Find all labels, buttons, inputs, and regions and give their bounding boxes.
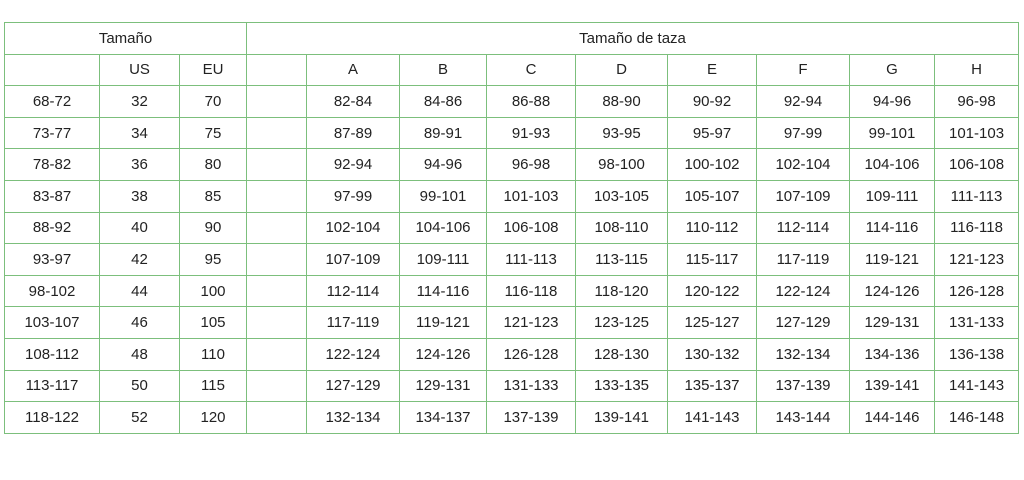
- table-row: [5, 338, 1019, 370]
- cup-range-cell: 104-106: [850, 149, 935, 181]
- spacer-cell: [247, 180, 307, 212]
- column-header-row: [5, 54, 1019, 86]
- cup-range-cell: 113-115: [576, 244, 668, 276]
- cup-range-cell: 139-141: [850, 370, 935, 402]
- cup-range-cell: 89-91: [400, 117, 487, 149]
- cup-range-cell: 94-96: [850, 86, 935, 118]
- spacer-column-header: [247, 54, 307, 86]
- cup-range-cell: 119-121: [850, 244, 935, 276]
- table-row: [5, 212, 1019, 244]
- us-size-cell: 34: [100, 117, 180, 149]
- cup-range-cell: 133-135: [576, 370, 668, 402]
- cup-range-cell: 126-128: [935, 275, 1019, 307]
- cup-range-cell: 132-134: [757, 338, 850, 370]
- cup-range-cell: 130-132: [668, 338, 757, 370]
- us-size-cell: 50: [100, 370, 180, 402]
- cup-range-cell: 122-124: [307, 338, 400, 370]
- cup-range-cell: 101-103: [487, 180, 576, 212]
- cup-range-cell: 143-144: [757, 402, 850, 434]
- cup-range-cell: 88-90: [576, 86, 668, 118]
- cup-range-cell: 95-97: [668, 117, 757, 149]
- cup-range-cell: 97-99: [757, 117, 850, 149]
- table-row: [5, 149, 1019, 181]
- cup-range-cell: 117-119: [307, 307, 400, 339]
- us-size-cell: 36: [100, 149, 180, 181]
- cup-group-header: Tamaño de taza: [247, 23, 1019, 55]
- cup-range-cell: 112-114: [307, 275, 400, 307]
- cup-range-cell: 111-113: [935, 180, 1019, 212]
- cup-range-cell: 96-98: [935, 86, 1019, 118]
- cup-range-cell: 104-106: [400, 212, 487, 244]
- cup-range-cell: 114-116: [850, 212, 935, 244]
- cup-range-cell: 97-99: [307, 180, 400, 212]
- band-cell: 78-82: [5, 149, 100, 181]
- table-row: [5, 402, 1019, 434]
- cup-range-cell: 99-101: [850, 117, 935, 149]
- cup-range-cell: 116-118: [935, 212, 1019, 244]
- cup-h-header: H: [935, 54, 1019, 86]
- table-row: [5, 275, 1019, 307]
- cup-range-cell: 119-121: [400, 307, 487, 339]
- spacer-cell: [247, 86, 307, 118]
- spacer-cell: [247, 244, 307, 276]
- cup-range-cell: 129-131: [400, 370, 487, 402]
- cup-f-header: F: [757, 54, 850, 86]
- table-row: [5, 370, 1019, 402]
- cup-range-cell: 106-108: [487, 212, 576, 244]
- cup-range-cell: 98-100: [576, 149, 668, 181]
- cup-e-header: E: [668, 54, 757, 86]
- cup-range-cell: 131-133: [935, 307, 1019, 339]
- us-size-cell: 44: [100, 275, 180, 307]
- cup-range-cell: 118-120: [576, 275, 668, 307]
- cup-range-cell: 136-138: [935, 338, 1019, 370]
- table-row: [5, 117, 1019, 149]
- band-cell: 73-77: [5, 117, 100, 149]
- cup-range-cell: 100-102: [668, 149, 757, 181]
- table-row: [5, 307, 1019, 339]
- band-cell: 103-107: [5, 307, 100, 339]
- band-cell: 83-87: [5, 180, 100, 212]
- cup-range-cell: 84-86: [400, 86, 487, 118]
- group-header-row: [5, 23, 1019, 55]
- cup-range-cell: 112-114: [757, 212, 850, 244]
- cup-range-cell: 111-113: [487, 244, 576, 276]
- cup-range-cell: 131-133: [487, 370, 576, 402]
- cup-range-cell: 116-118: [487, 275, 576, 307]
- cup-range-cell: 134-137: [400, 402, 487, 434]
- cup-range-cell: 121-123: [935, 244, 1019, 276]
- cup-range-cell: 135-137: [668, 370, 757, 402]
- cup-range-cell: 82-84: [307, 86, 400, 118]
- eu-size-cell: 120: [180, 402, 247, 434]
- spacer-cell: [247, 307, 307, 339]
- eu-size-cell: 90: [180, 212, 247, 244]
- cup-range-cell: 134-136: [850, 338, 935, 370]
- cup-range-cell: 99-101: [400, 180, 487, 212]
- cup-range-cell: 108-110: [576, 212, 668, 244]
- eu-size-cell: 85: [180, 180, 247, 212]
- cup-d-header: D: [576, 54, 668, 86]
- eu-size-cell: 70: [180, 86, 247, 118]
- cup-range-cell: 132-134: [307, 402, 400, 434]
- cup-c-header: C: [487, 54, 576, 86]
- cup-range-cell: 93-95: [576, 117, 668, 149]
- cup-range-cell: 86-88: [487, 86, 576, 118]
- cup-range-cell: 141-143: [935, 370, 1019, 402]
- us-size-cell: 52: [100, 402, 180, 434]
- eu-size-cell: 110: [180, 338, 247, 370]
- cup-range-cell: 106-108: [935, 149, 1019, 181]
- band-cell: 93-97: [5, 244, 100, 276]
- cup-range-cell: 144-146: [850, 402, 935, 434]
- eu-column-header: EU: [180, 54, 247, 86]
- spacer-cell: [247, 212, 307, 244]
- cup-range-cell: 121-123: [487, 307, 576, 339]
- spacer-cell: [247, 117, 307, 149]
- cup-a-header: A: [307, 54, 400, 86]
- cup-range-cell: 107-109: [307, 244, 400, 276]
- band-cell: 98-102: [5, 275, 100, 307]
- cup-range-cell: 90-92: [668, 86, 757, 118]
- cup-b-header: B: [400, 54, 487, 86]
- eu-size-cell: 80: [180, 149, 247, 181]
- band-cell: 88-92: [5, 212, 100, 244]
- cup-range-cell: 115-117: [668, 244, 757, 276]
- us-column-header: US: [100, 54, 180, 86]
- cup-g-header: G: [850, 54, 935, 86]
- cup-range-cell: 110-112: [668, 212, 757, 244]
- eu-size-cell: 75: [180, 117, 247, 149]
- cup-range-cell: 109-111: [850, 180, 935, 212]
- cup-range-cell: 92-94: [757, 86, 850, 118]
- cup-range-cell: 102-104: [307, 212, 400, 244]
- cup-range-cell: 117-119: [757, 244, 850, 276]
- size-chart-table: [4, 22, 1019, 434]
- eu-size-cell: 100: [180, 275, 247, 307]
- cup-range-cell: 102-104: [757, 149, 850, 181]
- cup-range-cell: 129-131: [850, 307, 935, 339]
- band-cell: 108-112: [5, 338, 100, 370]
- cup-range-cell: 123-125: [576, 307, 668, 339]
- cup-range-cell: 128-130: [576, 338, 668, 370]
- cup-range-cell: 87-89: [307, 117, 400, 149]
- cup-range-cell: 137-139: [487, 402, 576, 434]
- cup-range-cell: 124-126: [850, 275, 935, 307]
- band-cell: 118-122: [5, 402, 100, 434]
- cup-range-cell: 124-126: [400, 338, 487, 370]
- spacer-cell: [247, 338, 307, 370]
- cup-range-cell: 127-129: [307, 370, 400, 402]
- cup-range-cell: 103-105: [576, 180, 668, 212]
- us-size-cell: 48: [100, 338, 180, 370]
- spacer-cell: [247, 149, 307, 181]
- cup-range-cell: 107-109: [757, 180, 850, 212]
- cup-range-cell: 126-128: [487, 338, 576, 370]
- cup-range-cell: 101-103: [935, 117, 1019, 149]
- cup-range-cell: 92-94: [307, 149, 400, 181]
- spacer-cell: [247, 275, 307, 307]
- cup-range-cell: 122-124: [757, 275, 850, 307]
- table-row: [5, 180, 1019, 212]
- table-row: [5, 244, 1019, 276]
- us-size-cell: 40: [100, 212, 180, 244]
- cup-range-cell: 105-107: [668, 180, 757, 212]
- us-size-cell: 32: [100, 86, 180, 118]
- spacer-cell: [247, 370, 307, 402]
- cup-range-cell: 139-141: [576, 402, 668, 434]
- eu-size-cell: 95: [180, 244, 247, 276]
- band-column-header: [5, 54, 100, 86]
- cup-range-cell: 109-111: [400, 244, 487, 276]
- band-cell: 113-117: [5, 370, 100, 402]
- cup-range-cell: 125-127: [668, 307, 757, 339]
- eu-size-cell: 115: [180, 370, 247, 402]
- cup-range-cell: 127-129: [757, 307, 850, 339]
- us-size-cell: 42: [100, 244, 180, 276]
- cup-range-cell: 114-116: [400, 275, 487, 307]
- size-group-header: Tamaño: [5, 23, 247, 55]
- cup-range-cell: 146-148: [935, 402, 1019, 434]
- us-size-cell: 38: [100, 180, 180, 212]
- cup-range-cell: 137-139: [757, 370, 850, 402]
- spacer-cell: [247, 402, 307, 434]
- band-cell: 68-72: [5, 86, 100, 118]
- eu-size-cell: 105: [180, 307, 247, 339]
- cup-range-cell: 141-143: [668, 402, 757, 434]
- cup-range-cell: 91-93: [487, 117, 576, 149]
- us-size-cell: 46: [100, 307, 180, 339]
- cup-range-cell: 94-96: [400, 149, 487, 181]
- cup-range-cell: 96-98: [487, 149, 576, 181]
- cup-range-cell: 120-122: [668, 275, 757, 307]
- table-row: [5, 86, 1019, 118]
